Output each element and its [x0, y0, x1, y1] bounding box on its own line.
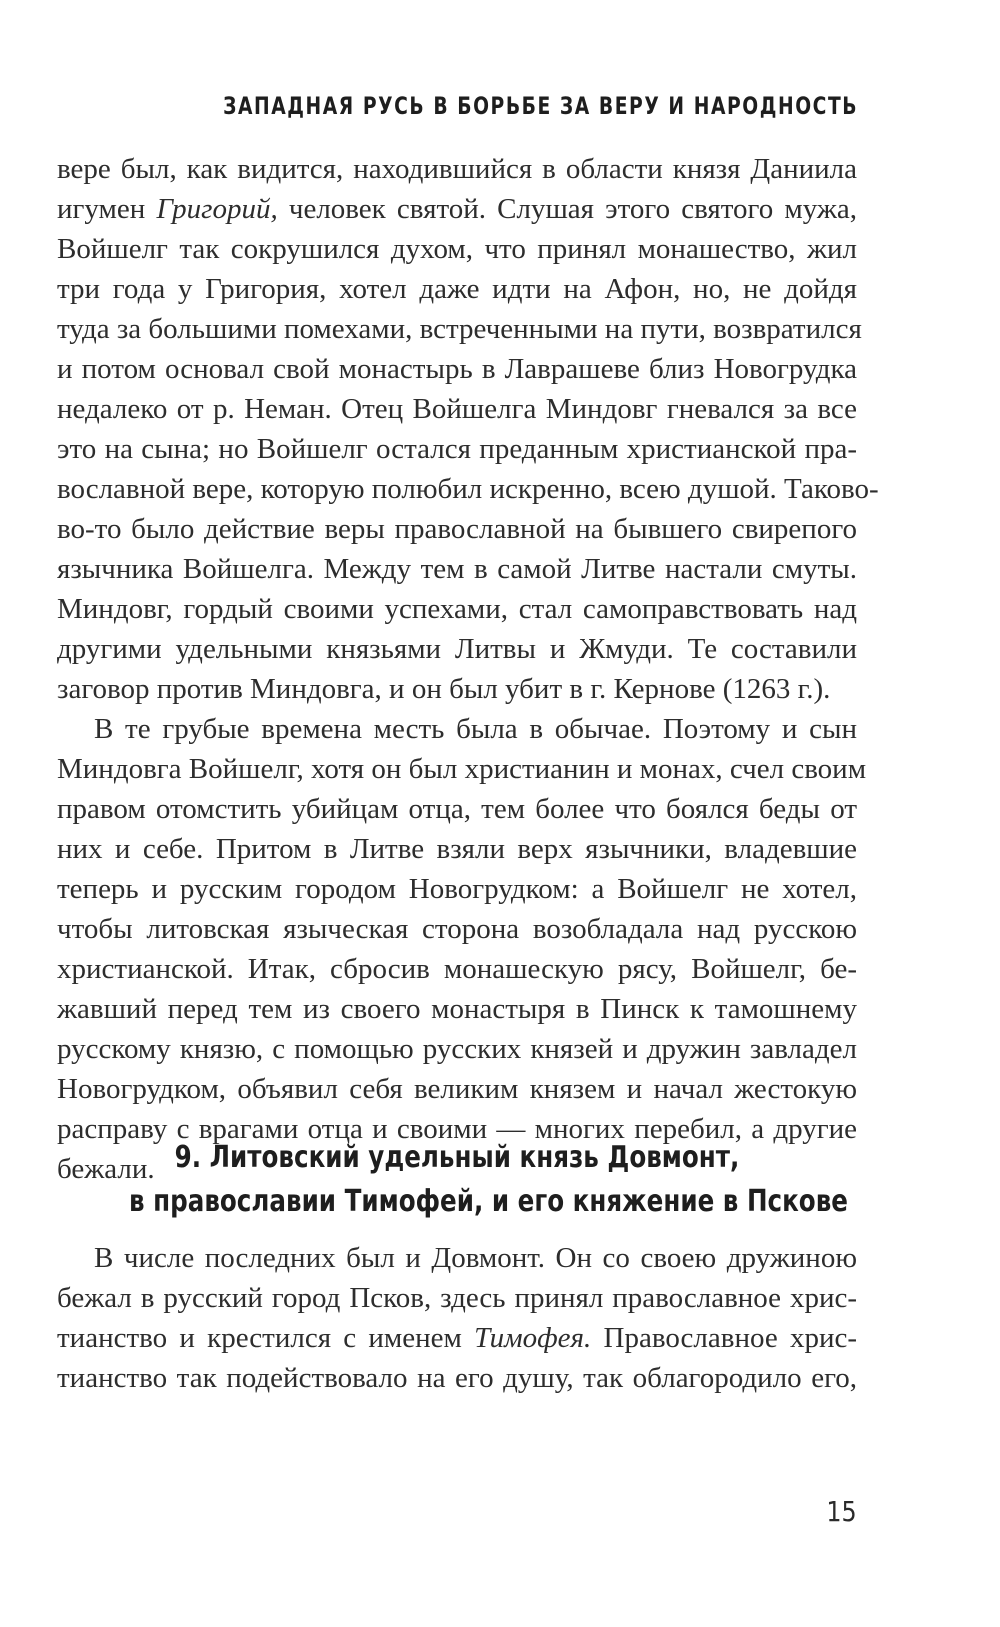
text-line: тианство и крестился с именем Тимофея. Православное хрис-	[57, 1322, 857, 1354]
text-line: и потом основал свой монастырь в Лаврашеве близ Новогрудка	[57, 353, 857, 385]
text-line: Новогрудком, объявил себя великим князем и начал жестокую	[57, 1073, 857, 1105]
text-line: христианской. Итак, сбросив монашескую рясу, Войшелг, бе-	[57, 953, 857, 985]
text-line: В те грубые времена месть была в обычае. Поэтому и сын	[94, 713, 857, 745]
text-line: Миндовга Войшелг, хотя он был христианин и монах, счел своим	[57, 753, 867, 785]
text-line: туда за большими помехами, встреченными на пути, возвратился	[57, 313, 862, 345]
text-line: заговор против Миндовга, и он был убит в г. Кернове (1263 г.).	[57, 673, 831, 705]
page-number: 15	[826, 1495, 857, 1528]
text-line: Войшелг так сокрушился духом, что принял монашество, жил	[57, 233, 857, 265]
text-line: тианство так подействовало на его душу, так облагородило его,	[57, 1362, 857, 1394]
section-heading-line-1: 9. Литовский удельный князь Довмонт,	[174, 1140, 740, 1175]
text-line: бежал в русский город Псков, здесь принял православное хрис-	[57, 1282, 857, 1314]
text-line: игумен Григорий, человек святой. Слушая этого святого мужа,	[57, 193, 857, 225]
section-heading-line-2: в православии Тимофей, и его княжение в Пскове	[129, 1184, 848, 1219]
text-line: три года у Григория, хотел даже идти на Афон, но, не дойдя	[57, 273, 857, 305]
text-line: чтобы литовская языческая сторона возобладала над русскою	[57, 913, 857, 945]
text-line: теперь и русским городом Новогрудком: а Войшелг не хотел,	[57, 873, 857, 905]
text-line: русскому князю, с помощью русских князей и дружин завладел	[57, 1033, 857, 1065]
italic-name-timofey: Тимофея.	[474, 1322, 592, 1354]
running-head: ЗАПАДНАЯ РУСЬ В БОРЬБЕ ЗА ВЕРУ И НАРОДНОСТЬ	[222, 92, 858, 120]
text-line: них и себе. Притом в Литве взяли верх язычники, владевшие	[57, 833, 857, 865]
text-line: недалеко от р. Неман. Отец Войшелга Миндовг гневался за все	[57, 393, 857, 425]
text-line: В числе последних был и Довмонт. Он со своею дружиною	[94, 1242, 857, 1274]
section-heading	[57, 1136, 857, 1224]
text-line: бежали.	[57, 1153, 155, 1185]
text-line: другими удельными князьями Литвы и Жмуди. Те составили	[57, 633, 857, 665]
text-line: правом отомстить убийцам отца, тем более что боялся беды от	[57, 793, 857, 825]
text-line: жавший перед тем из своего монастыря в Пинск к тамошнему	[57, 993, 857, 1025]
text-line: язычника Войшелга. Между тем в самой Литве настали смуты.	[57, 553, 857, 585]
body-text-block-2	[57, 1238, 857, 1398]
text-line: расправу с врагами отца и своими — многих перебил, а другие	[57, 1113, 857, 1145]
text-line: Миндовг, гордый своими успехами, стал самоправствовать над	[57, 593, 857, 625]
text-line: это на сына; но Войшелг остался преданным христианской пра-	[57, 433, 857, 465]
body-text-block-1	[57, 149, 879, 1189]
text-line: вере был, как видится, находившийся в области князя Даниила	[57, 153, 857, 185]
text-line: вославной вере, которую полюбил искренно, всею душой. Таково-	[57, 473, 879, 505]
italic-name-grigoriy: Григорий,	[156, 193, 278, 225]
text-line: во-то было действие веры православной на бывшего свирепого	[57, 513, 857, 545]
